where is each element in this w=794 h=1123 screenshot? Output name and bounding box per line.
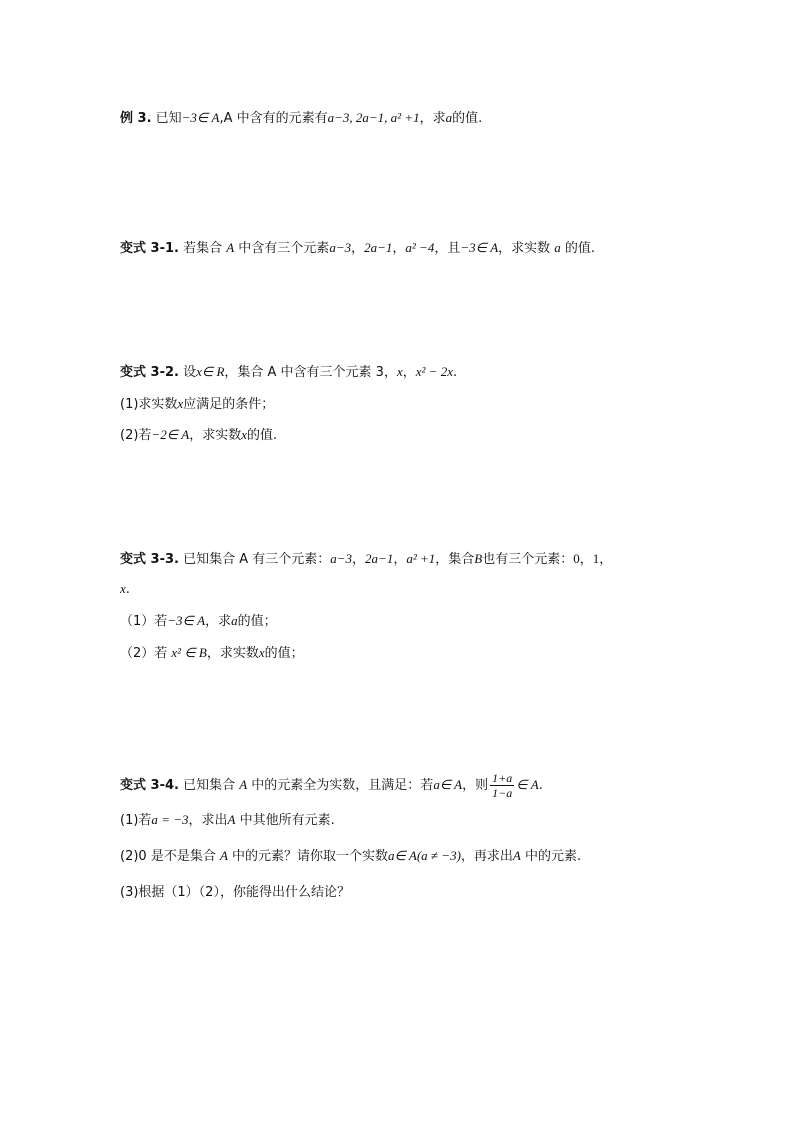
text: ，求实数	[498, 241, 555, 256]
math-expr: x	[241, 427, 248, 442]
text: ，则	[462, 778, 489, 793]
math-expr: a∈ A	[433, 777, 463, 792]
math-expr: x² ∈ B	[171, 645, 207, 660]
math-expr: −2∈ A	[151, 427, 190, 442]
text: ，	[599, 552, 613, 567]
text: 中的元素？请你取一个实数	[227, 849, 389, 864]
example-3-label: 例 3.	[120, 111, 152, 126]
text: ,A 中含有的元素有	[219, 111, 328, 126]
text: 的值；	[264, 646, 304, 661]
text: 若集合	[178, 241, 227, 256]
math-expr: a² +1	[406, 551, 436, 566]
math-expr: ∈ A	[516, 777, 539, 792]
math-expr: a−3	[329, 240, 352, 255]
text: 的值.	[452, 111, 483, 126]
text: 中的元素全为实数，且满足：若	[247, 778, 434, 793]
text: .	[538, 778, 543, 793]
text: 已知集合	[178, 778, 240, 793]
math-expr: A	[512, 848, 521, 863]
math-expr: −3∈ A	[181, 110, 220, 125]
text: ，再求出	[460, 849, 513, 864]
text: 中含有三个元素	[234, 241, 330, 256]
math-expr: 1	[592, 551, 600, 566]
text: 的值；	[237, 614, 277, 629]
math-expr: x	[258, 645, 265, 660]
math-expr: A	[227, 812, 236, 827]
math-expr: a	[231, 613, 238, 628]
text: ，集合	[435, 552, 475, 567]
text: (2)若	[120, 428, 152, 443]
variant-3-3-part-1	[120, 611, 277, 632]
text: (1)若	[120, 813, 152, 828]
variant-3-1-label: 变式 3-1.	[120, 241, 179, 256]
example-3-line	[120, 108, 482, 129]
text: (2)0 是不是集合	[120, 849, 220, 864]
math-expr: A	[226, 240, 235, 255]
math-expr: 0	[573, 551, 580, 566]
math-expr: a	[554, 240, 561, 255]
variant-3-3-label: 变式 3-3.	[120, 552, 179, 567]
variant-3-2-part-1	[120, 394, 274, 415]
text: (3)根据（1）（2），你能得出什么结论？	[120, 885, 350, 900]
math-expr: a−3, 2a−1, a² +1	[327, 110, 420, 125]
variant-3-4-label: 变式 3-4.	[120, 778, 179, 793]
math-expr: a−3	[330, 551, 353, 566]
variant-3-4-part-3	[120, 883, 350, 903]
text: .	[452, 365, 458, 380]
text: ，求出	[188, 813, 228, 828]
math-expr: a∈ A(a ≠ −3)	[388, 848, 461, 863]
math-expr: 2a−1	[364, 240, 393, 255]
text: ，	[579, 552, 593, 567]
text: 已知集合 A 有三个元素：	[178, 552, 331, 567]
math-expr: x	[120, 581, 126, 596]
text: ，	[392, 241, 406, 256]
text: .	[125, 582, 130, 597]
text: 中其他所有元素.	[235, 813, 335, 828]
variant-3-2-label: 变式 3-2.	[120, 365, 179, 380]
math-expr: A	[219, 848, 228, 863]
text: 已知	[151, 111, 182, 126]
math-expr: a = −3	[151, 812, 189, 827]
text: ，	[351, 241, 365, 256]
variant-3-3-line-2	[120, 579, 130, 600]
text: ，集合 A 中含有三个元素 3，	[224, 365, 397, 380]
variant-3-2-line	[120, 362, 457, 383]
text: ，求实数	[206, 646, 259, 661]
text: ，求	[205, 614, 232, 629]
fraction-numerator: 1+a	[492, 771, 513, 785]
text: 中的元素.	[520, 849, 582, 864]
fraction	[490, 771, 514, 800]
variant-3-1-line	[120, 238, 595, 259]
variant-3-3-part-2	[120, 643, 304, 664]
variant-3-3-line	[120, 549, 612, 570]
text: （1）若	[120, 614, 168, 629]
variant-3-4-line	[120, 768, 543, 802]
text: 也有三个元素：	[482, 552, 574, 567]
text: 应满足的条件；	[183, 397, 275, 412]
text: 设	[178, 365, 197, 380]
text: ，求	[419, 111, 446, 126]
math-expr: B	[474, 551, 483, 566]
math-expr: x² − 2x	[415, 364, 453, 379]
math-expr: x	[396, 364, 403, 379]
text: ，	[393, 552, 407, 567]
variant-3-2-part-2	[120, 425, 277, 446]
text: ，且	[434, 241, 461, 256]
math-expr: a	[445, 110, 453, 125]
text: ，求实数	[189, 428, 242, 443]
text: 的值.	[560, 241, 596, 256]
fraction-denominator: 1−a	[492, 786, 513, 800]
text: （2）若	[120, 646, 172, 661]
text: ，	[402, 365, 416, 380]
variant-3-4-part-1	[120, 810, 335, 831]
math-expr: 2a−1	[365, 551, 394, 566]
math-expr: A	[239, 777, 248, 792]
math-expr: a² −4	[405, 240, 435, 255]
math-expr: −3∈ A	[460, 240, 499, 255]
text: (1)求实数	[120, 397, 178, 412]
math-expr: x	[177, 396, 184, 411]
text: ，	[352, 552, 366, 567]
math-expr: x∈ R	[196, 364, 225, 379]
text: 的值.	[247, 428, 278, 443]
variant-3-4-part-2	[120, 846, 581, 867]
math-expr: −3∈ A	[167, 613, 206, 628]
